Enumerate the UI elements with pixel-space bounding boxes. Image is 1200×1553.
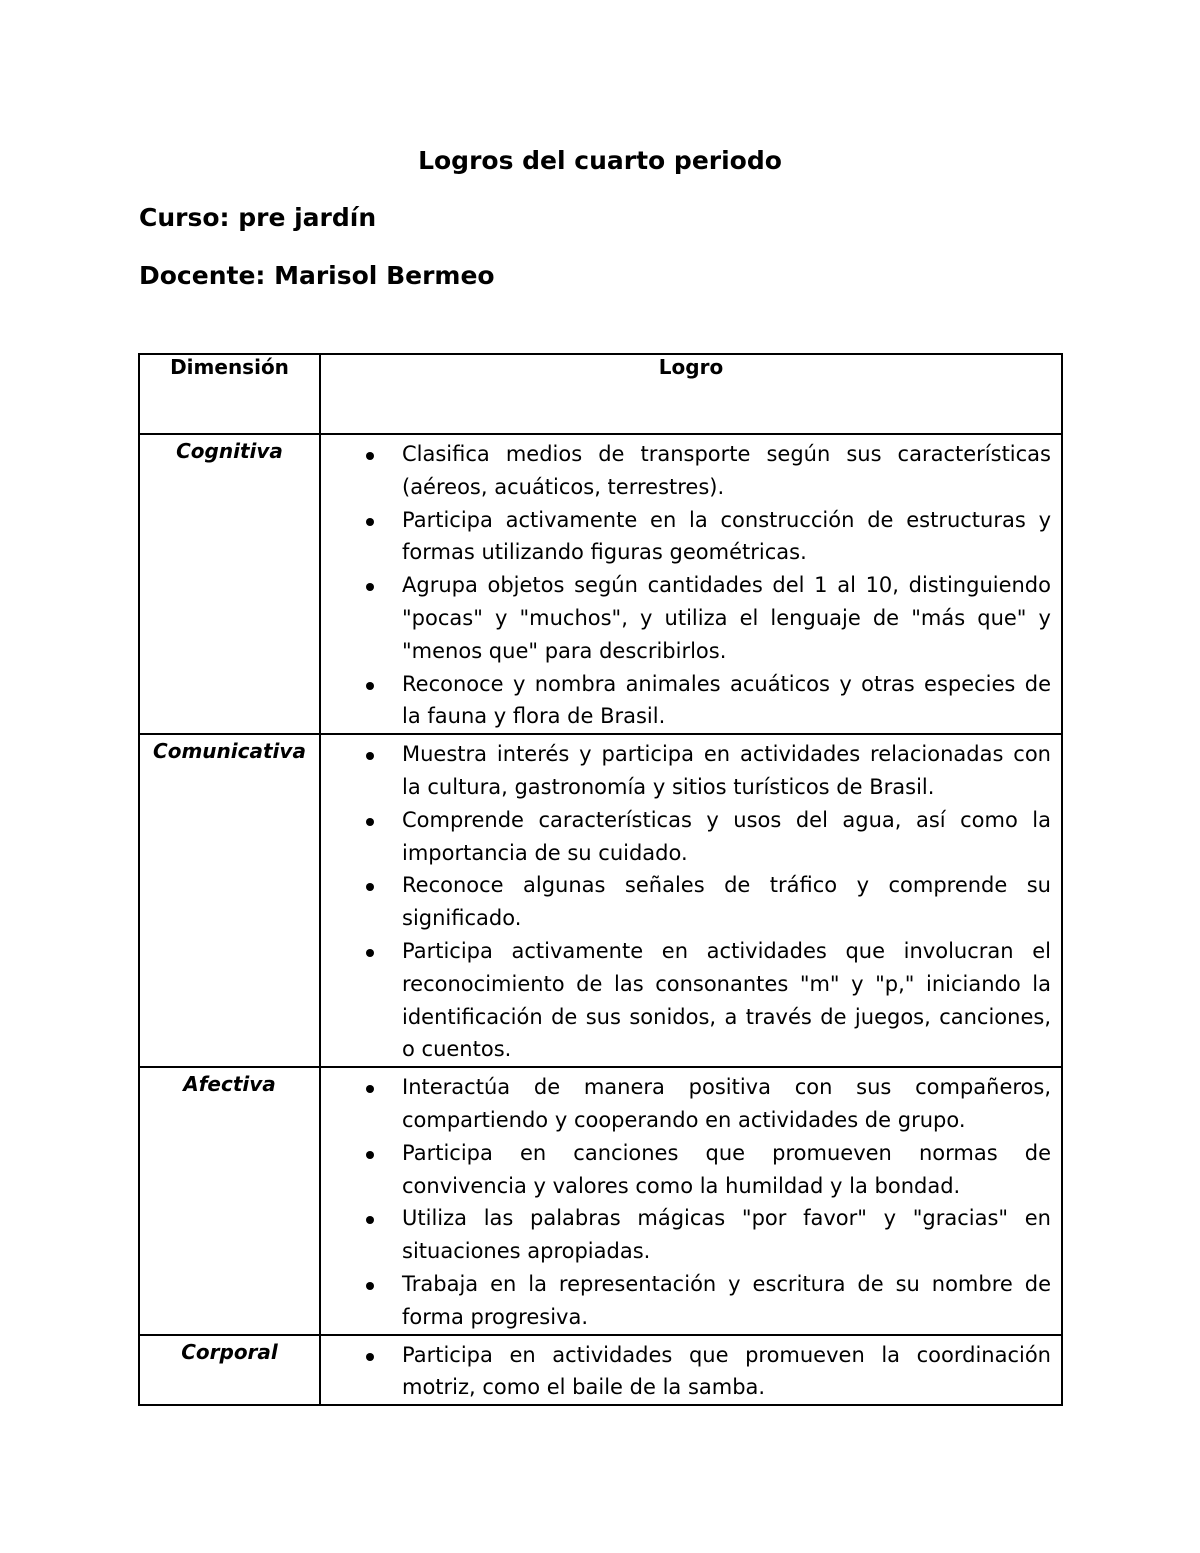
dimension-header: Dimensión bbox=[139, 354, 320, 434]
bullet-icon bbox=[366, 1353, 374, 1361]
bullet-icon bbox=[366, 682, 374, 690]
dimension-cell: Comunicativa bbox=[139, 734, 320, 1067]
list-item bbox=[321, 1071, 1051, 1137]
achievements-table bbox=[138, 353, 1063, 1406]
list-item bbox=[321, 869, 1051, 935]
list-item-text: Reconoce y nombra animales acuáticos y otras especies de la fauna y flora de Brasil. bbox=[402, 671, 1051, 729]
table-row-cognitiva bbox=[139, 434, 1062, 734]
bullet-icon bbox=[366, 1085, 374, 1093]
bullet-icon bbox=[366, 818, 374, 826]
list-item bbox=[321, 935, 1051, 1066]
list-item-text: Participa en actividades que promueven la coordinación motriz, como el baile de la samba. bbox=[402, 1342, 1051, 1400]
list-item-text: Utiliza las palabras mágicas "por favor" y "gracias" en situaciones apropiadas. bbox=[402, 1206, 1051, 1264]
list-item-text: Comprende características y usos del agua, así como la importancia de su cuidado. bbox=[402, 807, 1051, 865]
bullet-icon bbox=[366, 452, 374, 460]
list-item-text: Agrupa objetos según cantidades del 1 al 10, distinguiendo "pocas" y "muchos", y utiliza el lenguaje de "más que" y "menos que" para describirlos. bbox=[402, 573, 1051, 663]
list-item bbox=[321, 1202, 1051, 1268]
list-item-text: Reconoce algunas señales de tráfico y comprende su significado. bbox=[402, 873, 1051, 931]
list-item bbox=[321, 738, 1051, 804]
list-item bbox=[321, 1268, 1051, 1334]
bullet-icon bbox=[366, 949, 374, 957]
list-item bbox=[321, 804, 1051, 870]
dimension-cell: Corporal bbox=[139, 1335, 320, 1406]
dimension-cell: Cognitiva bbox=[139, 434, 320, 734]
bullet-icon bbox=[366, 752, 374, 760]
achievement-cell bbox=[320, 1335, 1062, 1406]
achievement-header: Logro bbox=[320, 354, 1062, 434]
table-header-row bbox=[139, 354, 1062, 434]
list-item-text: Participa en canciones que promueven normas de convivencia y valores como la humildad y la bondad. bbox=[402, 1140, 1051, 1198]
course-label: Curso: pre jardín bbox=[139, 203, 377, 232]
list-item bbox=[321, 438, 1051, 504]
list-item-text: Participa activamente en actividades que involucran el reconocimiento de las consonantes "m" y "p," iniciando la identificación de sus sonidos, a través de juegos, canciones, o cuentos. bbox=[402, 938, 1051, 1062]
achievement-list bbox=[321, 435, 1061, 733]
list-item bbox=[321, 1137, 1051, 1203]
list-item bbox=[321, 668, 1051, 734]
list-item-text: Trabaja en la representación y escritura de su nombre de forma progresiva. bbox=[402, 1271, 1051, 1329]
bullet-icon bbox=[366, 883, 374, 891]
page-title: Logros del cuarto periodo bbox=[418, 146, 782, 175]
list-item-text: Interactúa de manera positiva con sus compañeros, compartiendo y cooperando en actividades de grupo. bbox=[402, 1075, 1051, 1132]
bullet-icon bbox=[366, 1282, 374, 1290]
list-item-text: Clasifica medios de transporte según sus características (aéreos, acuáticos, terrestres). bbox=[402, 442, 1051, 499]
table-row-comunicativa bbox=[139, 734, 1062, 1067]
list-item-text: Participa activamente en la construcción de estructuras y formas utilizando figuras geométricas. bbox=[402, 507, 1051, 565]
bullet-icon bbox=[366, 518, 374, 526]
list-item bbox=[321, 569, 1051, 667]
teacher-label: Docente: Marisol Bermeo bbox=[139, 261, 495, 290]
list-item bbox=[321, 504, 1051, 570]
table-row-corporal bbox=[139, 1335, 1062, 1406]
achievement-list bbox=[321, 1068, 1061, 1333]
list-item bbox=[321, 1339, 1051, 1405]
achievement-cell bbox=[320, 1067, 1062, 1334]
bullet-icon bbox=[366, 583, 374, 591]
table-row-afectiva bbox=[139, 1067, 1062, 1334]
bullet-icon bbox=[366, 1151, 374, 1159]
list-item-text: Muestra interés y participa en actividades relacionadas con la cultura, gastronomía y sitios turísticos de Brasil. bbox=[402, 742, 1051, 799]
achievement-list bbox=[321, 1336, 1061, 1405]
achievement-list bbox=[321, 735, 1061, 1066]
achievement-cell bbox=[320, 434, 1062, 734]
bullet-icon bbox=[366, 1216, 374, 1224]
achievement-cell bbox=[320, 734, 1062, 1067]
dimension-cell: Afectiva bbox=[139, 1067, 320, 1334]
